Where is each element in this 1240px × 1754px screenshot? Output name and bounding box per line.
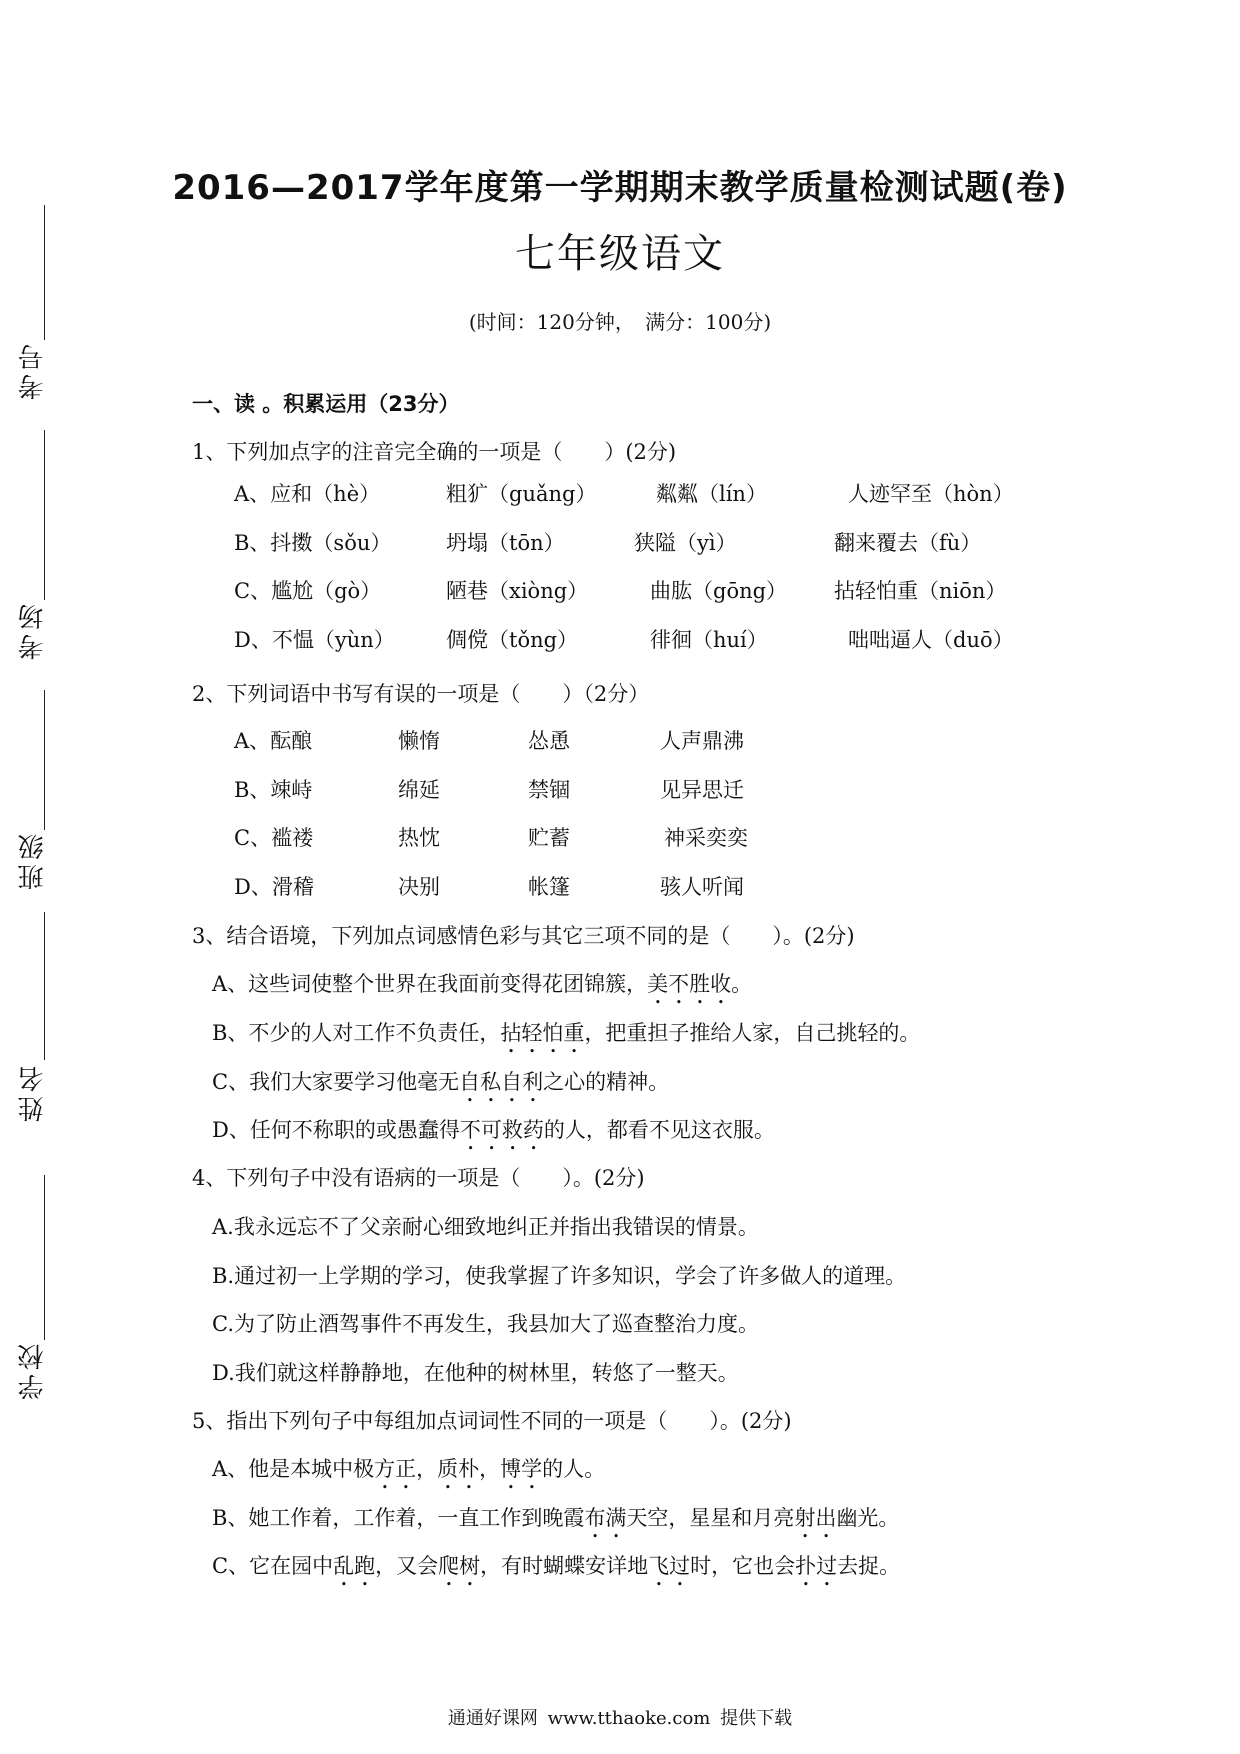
option-text: ， xyxy=(416,1457,438,1481)
option-cell: D、不愠（yùn） xyxy=(234,628,395,652)
exam-room-line xyxy=(44,430,45,600)
option-cell: 曲肱（gōng） xyxy=(650,579,788,603)
option-cell: 倜傥（tǒng） xyxy=(446,628,579,652)
option-cell: 人声鼎沸 xyxy=(660,729,744,753)
option-cell: 陋巷（xiòng） xyxy=(446,579,589,603)
option-cell: 贮蓄 xyxy=(528,826,570,850)
dotted-term: 方正 xyxy=(374,1457,417,1481)
option-text: 。 xyxy=(731,972,753,996)
dotted-term: 不可救药 xyxy=(459,1118,544,1142)
dotted-term: 布满 xyxy=(584,1506,627,1530)
option-line: C.为了防止酒驾事件不再发生，我县加大了巡查整治力度。 xyxy=(212,1312,759,1336)
dotted-term: 乱跑 xyxy=(333,1554,376,1578)
option-cell: A、酝酿 xyxy=(234,729,313,753)
exam-title: 2016—2017学年度第一学期期末教学质量检测试题(卷) xyxy=(172,168,1068,208)
option-text: 的人。 xyxy=(542,1457,606,1481)
option-line: B.通过初一上学期的学习，使我掌握了许多知识，学会了许多做人的道理。 xyxy=(212,1264,907,1288)
school-label: 学校 xyxy=(18,1340,48,1400)
option-line: A.我永远忘不了父亲耐心细致地纠正并指出我错误的情景。 xyxy=(212,1215,759,1239)
question-stem: 1、下列加点字的注音完全确的一项是（ ）(2分) xyxy=(192,440,677,464)
option-cell: 坍塌（tōn） xyxy=(446,531,565,555)
option-text: D、任何不称职的或愚蠢得 xyxy=(212,1118,460,1142)
option-cell: 帐篷 xyxy=(528,875,570,899)
option-cell: 怂恿 xyxy=(528,729,570,753)
option-text: 之心的精神。 xyxy=(543,1070,670,1094)
option-text: ，又会 xyxy=(375,1554,439,1578)
exam-subtitle: 七年级语文 xyxy=(515,231,725,277)
option-text: A、他是本城中极 xyxy=(212,1457,375,1481)
option-text: A、这些词使整个世界在我面前变得花团锦簇， xyxy=(212,972,648,996)
option-cell: B、竦峙 xyxy=(234,778,313,802)
option-cell: 徘徊（huí） xyxy=(650,628,768,652)
option-text: 时，它也会 xyxy=(690,1554,796,1578)
option-line xyxy=(212,968,752,1009)
name-line xyxy=(44,912,45,1060)
option-cell: 人迹罕至（hòn） xyxy=(848,482,1014,506)
option-cell: 粼粼（lín） xyxy=(656,482,767,506)
option-text: C、我们大家要学习他毫无 xyxy=(212,1070,460,1094)
option-cell: 狭隘（yì） xyxy=(634,531,737,555)
option-cell: 热忱 xyxy=(398,826,440,850)
dotted-term: 扑过 xyxy=(795,1554,838,1578)
option-cell: 决别 xyxy=(398,875,440,899)
option-text: 去捉。 xyxy=(837,1554,901,1578)
option-text: C、它在园中 xyxy=(212,1554,334,1578)
option-line xyxy=(212,1502,899,1543)
time-info: (时间：120分钟， 满分：100分) xyxy=(468,310,772,334)
dotted-term: 自私自利 xyxy=(459,1070,544,1094)
question-stem: 3、结合语境，下列加点词感情色彩与其它三项不同的是（ ）。(2分) xyxy=(192,924,855,948)
option-cell: A、应和（hè） xyxy=(234,482,381,506)
dotted-term: 博学 xyxy=(500,1457,543,1481)
option-cell: 粗犷（guǎng） xyxy=(446,482,597,506)
option-cell: 翻来覆去（fù） xyxy=(834,531,982,555)
option-text: ，把重担子推给人家，自己挑轻的。 xyxy=(584,1021,921,1045)
class-line xyxy=(44,690,45,830)
option-line xyxy=(212,1066,669,1107)
option-cell: 骇人听闻 xyxy=(660,875,744,899)
name-label: 姓名 xyxy=(18,1062,48,1122)
option-cell: 拈轻怕重（niōn） xyxy=(834,579,1007,603)
dotted-term: 爬树 xyxy=(438,1554,481,1578)
option-text: 幽光。 xyxy=(836,1506,900,1530)
dotted-term: 飞过 xyxy=(648,1554,691,1578)
dotted-term: 质朴 xyxy=(437,1457,480,1481)
dotted-term: 美不胜收 xyxy=(647,972,732,996)
option-line: D.我们就这样静静地，在他种的树林里，转悠了一整天。 xyxy=(212,1361,739,1385)
dotted-term: 拈轻怕重 xyxy=(500,1021,585,1045)
exam-number-label: 考号 xyxy=(18,340,48,400)
option-text: ， xyxy=(479,1457,501,1481)
option-cell: 禁锢 xyxy=(528,778,570,802)
option-text: 的人，都看不见这衣服。 xyxy=(543,1118,775,1142)
exam-room-label: 考场 xyxy=(18,600,48,660)
page-footer: 通通好课网 www.tthaoke.com 提供下载 xyxy=(447,1708,793,1729)
option-cell: 咄咄逼人（duō） xyxy=(848,628,1014,652)
school-line xyxy=(44,1175,45,1340)
option-text: B、不少的人对工作不负责任， xyxy=(212,1021,501,1045)
option-line xyxy=(212,1550,900,1591)
option-text: 天空，星星和月亮 xyxy=(626,1506,795,1530)
option-line xyxy=(212,1114,775,1155)
question-stem: 5、指出下列句子中每组加点词词性不同的一项是（ ）。(2分) xyxy=(192,1409,792,1433)
option-text: B、她工作着，工作着，一直工作到晚霞 xyxy=(212,1506,585,1530)
option-cell: B、抖擞（sǒu） xyxy=(234,531,392,555)
section-title: 一、读 。积累运用（23分） xyxy=(192,392,460,416)
option-line xyxy=(212,1453,605,1494)
option-cell: C、褴褛 xyxy=(234,826,314,850)
option-cell: D、滑稽 xyxy=(234,875,314,899)
question-stem: 2、下列词语中书写有误的一项是（ ）（2分） xyxy=(192,682,650,706)
option-cell: C、尴尬（gò） xyxy=(234,579,382,603)
dotted-term: 射出 xyxy=(794,1506,837,1530)
option-text: ，有时蝴蝶安详地 xyxy=(480,1554,649,1578)
option-cell: 绵延 xyxy=(398,778,440,802)
option-cell: 懒惰 xyxy=(398,729,440,753)
class-label: 班级 xyxy=(18,830,48,890)
option-cell: 见异思迁 xyxy=(660,778,744,802)
question-stem: 4、下列句子中没有语病的一项是（ ）。(2分) xyxy=(192,1166,645,1190)
option-cell: 神采奕奕 xyxy=(664,826,748,850)
option-line xyxy=(212,1017,920,1058)
